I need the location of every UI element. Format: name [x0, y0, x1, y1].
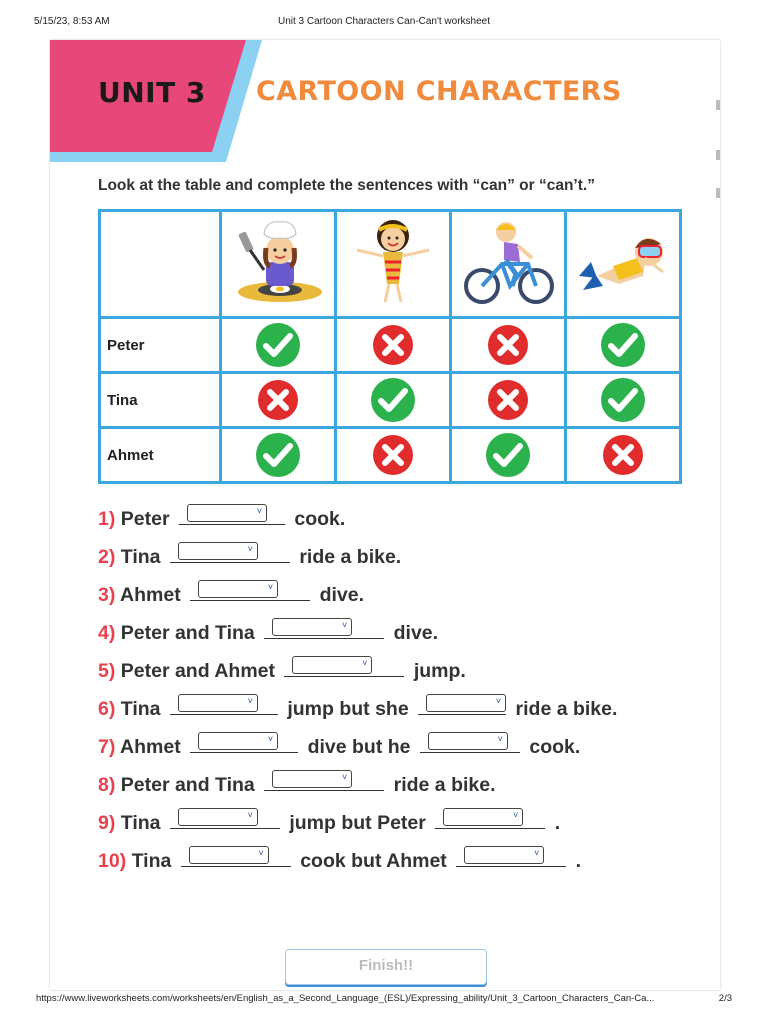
answer-dropdown[interactable]	[178, 808, 258, 826]
scrollbar-tick	[716, 188, 720, 198]
answer-dropdown[interactable]	[464, 846, 544, 864]
sentence-2: 2) Tina ˅ ride a bike.	[98, 544, 402, 568]
cross-icon	[370, 432, 416, 478]
table-header-row	[100, 211, 681, 318]
sentence-number: 8)	[98, 774, 116, 796]
row-name: Tina	[100, 373, 221, 428]
check-icon	[255, 322, 301, 368]
answer-dropdown[interactable]	[443, 808, 523, 826]
sentence-7: 7) Ahmet ˅ dive but he ˅ cook.	[98, 734, 581, 758]
print-header	[0, 16, 768, 32]
sentence-4: 4) Peter and Tina ˅ dive.	[98, 620, 439, 644]
sentence-number: 2)	[98, 546, 116, 568]
row-name: Ahmet	[100, 428, 221, 483]
answer-dropdown[interactable]	[272, 618, 352, 636]
ability-table	[98, 209, 682, 484]
sentence-10: 10) Tina ˅ cook but Ahmet ˅ .	[98, 848, 582, 872]
cross-icon	[600, 432, 646, 478]
cross-icon	[485, 322, 531, 368]
instruction-text: Look at the table and complete the sentences with “can” or “can’t.”	[98, 177, 595, 194]
chevron-down-icon: ˅	[497, 734, 503, 744]
answer-dropdown[interactable]	[178, 694, 258, 712]
chevron-down-icon: ˅	[341, 620, 348, 630]
page-number: 2/3	[718, 993, 732, 1004]
scrollbar-tick	[716, 150, 720, 160]
answer-dropdown[interactable]	[428, 732, 508, 750]
check-icon	[255, 432, 301, 478]
finish-button[interactable]: Finish!!	[285, 949, 487, 985]
sentence-number: 10)	[98, 850, 127, 872]
sentence-number: 9)	[98, 812, 116, 834]
cross-icon	[370, 322, 416, 368]
check-icon	[600, 377, 646, 423]
answer-dropdown[interactable]	[198, 732, 278, 750]
answer-dropdown[interactable]	[189, 846, 269, 864]
dive-icon	[566, 211, 681, 318]
answer-dropdown[interactable]	[178, 542, 258, 560]
answer-dropdown[interactable]	[272, 770, 352, 788]
sentence-number: 6)	[98, 698, 116, 720]
sentence-8: 8) Peter and Tina ˅ ride a bike.	[98, 772, 496, 796]
row-name: Peter	[100, 318, 221, 373]
cartoon-characters-title: CARTOON CHARACTERS	[256, 76, 622, 107]
sentence-number: 4)	[98, 622, 116, 644]
cook-icon	[221, 211, 336, 318]
sentence-number: 7)	[98, 736, 116, 758]
sentence-6: 6) Tina ˅ jump but she ˅ ride a bike.	[98, 696, 618, 720]
worksheet-page	[50, 40, 720, 990]
sentence-number: 3)	[98, 584, 116, 606]
chevron-down-icon: ˅	[533, 848, 540, 858]
unit-title: UNIT 3	[98, 76, 206, 109]
answer-dropdown[interactable]	[187, 504, 267, 522]
print-url: https://www.liveworksheets.com/worksheets/en/English_as_a_Second_Language_(ESL)/Expressing_ability/Unit_3_Cartoon_Characters_Can-Ca...	[36, 993, 655, 1004]
sentence-9: 9) Tina ˅ jump but Peter ˅ .	[98, 810, 561, 834]
empty-corner-cell	[100, 211, 221, 318]
sentence-number: 1)	[98, 508, 116, 530]
check-icon	[370, 377, 416, 423]
ride-bike-icon	[451, 211, 566, 318]
chevron-down-icon: ˅	[362, 658, 368, 668]
chevron-down-icon: ˅	[267, 582, 274, 592]
print-footer	[0, 993, 768, 1009]
chevron-down-icon: ˅	[247, 696, 253, 706]
chevron-down-icon: ˅	[495, 696, 502, 706]
print-title: Unit 3 Cartoon Characters Can-Can't worksheet	[277, 16, 490, 27]
cross-icon	[255, 377, 301, 423]
chevron-down-icon: ˅	[267, 734, 274, 744]
answer-dropdown[interactable]	[426, 694, 506, 712]
dance-icon	[336, 211, 451, 318]
print-datetime: 5/15/23, 8:53 AM	[34, 16, 110, 27]
scrollbar-tick	[716, 100, 720, 110]
chevron-down-icon: ˅	[341, 772, 348, 782]
table-row	[100, 373, 681, 428]
sentence-3: 3) Ahmet ˅ dive.	[98, 582, 364, 606]
chevron-down-icon: ˅	[258, 848, 264, 858]
cross-icon	[485, 377, 531, 423]
chevron-down-icon: ˅	[247, 544, 253, 554]
answer-dropdown[interactable]	[198, 580, 278, 598]
check-icon	[485, 432, 531, 478]
chevron-down-icon: ˅	[256, 506, 262, 516]
table-row	[100, 428, 681, 483]
chevron-down-icon: ˅	[513, 810, 519, 820]
sentence-1: 1) Peter ˅ cook.	[98, 506, 346, 530]
answer-dropdown[interactable]	[292, 656, 372, 674]
sentence-5: 5) Peter and Ahmet ˅ jump.	[98, 658, 466, 682]
sentence-number: 5)	[98, 660, 116, 682]
table-row	[100, 318, 681, 373]
check-icon	[600, 322, 646, 368]
chevron-down-icon: ˅	[247, 810, 253, 820]
unit-banner	[50, 40, 720, 162]
